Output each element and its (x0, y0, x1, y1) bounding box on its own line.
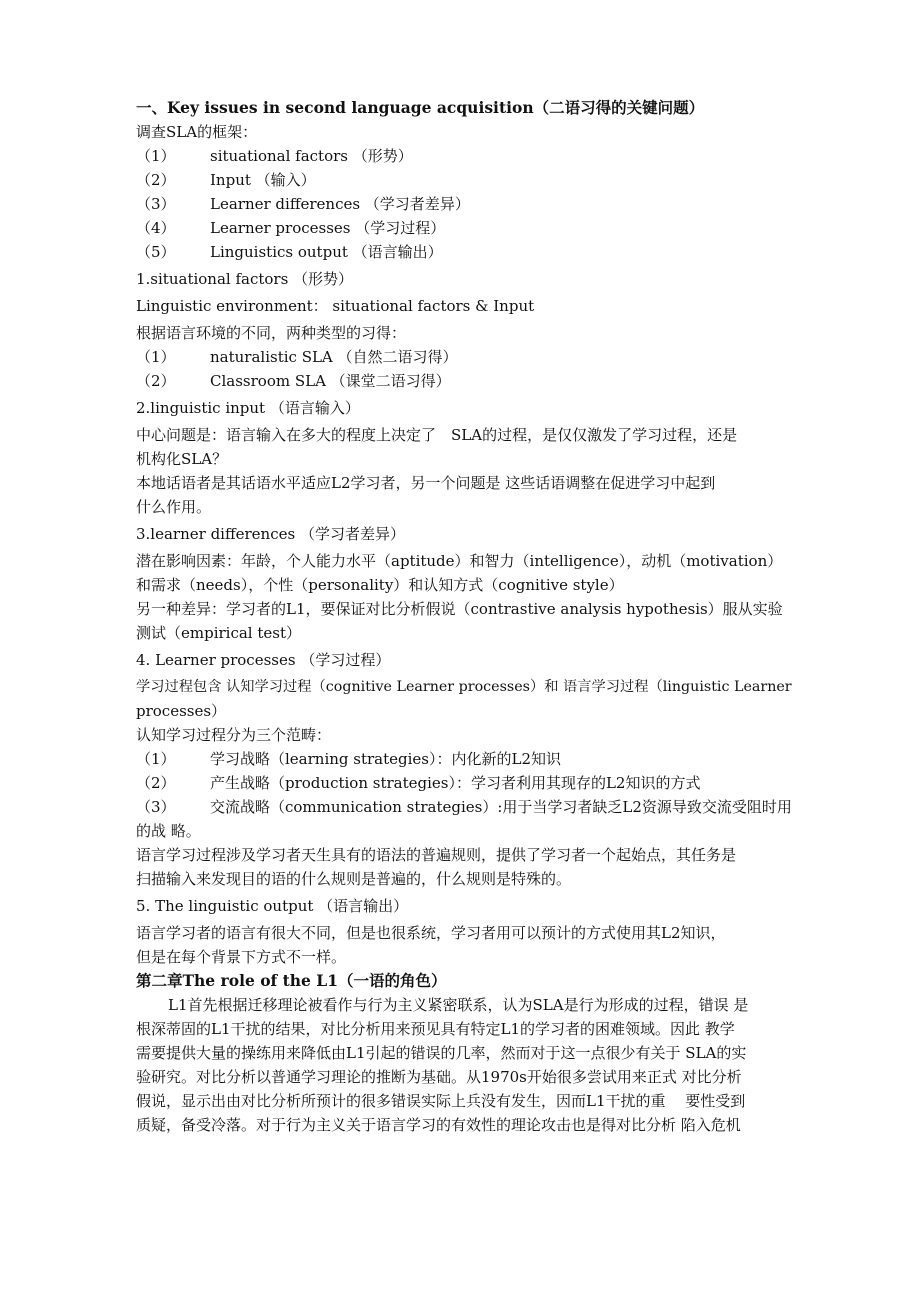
paragraph-line: 另一种差异：学习者的L1，要保证对比分析假说（contrastive analysis hypothesis）服从实验 (136, 600, 783, 618)
section-title-learner-processes: 4. Learner processes （学习过程） (136, 651, 391, 669)
list-item (136, 747, 798, 771)
section-title-linguistic-input: 2.linguistic input （语言输入） (136, 399, 360, 417)
item-text: naturalistic SLA （自然二语习得） (210, 348, 458, 366)
framework-intro: 调查SLA的框架： (136, 123, 258, 141)
paragraph-line: L1首先根据迁移理论被看作与行为主义紧密联系，认为SLA是行为形成的过程，错误 是 (168, 996, 749, 1014)
paragraph-line: 验研究。对比分析以普通学习理论的推断为基础。从1970s开始很多尝试用来正式 对比分析 (136, 1068, 742, 1086)
paragraph-line: 本地话语者是其话语水平适应L2学习者，另一个问题是 这些话语调整在促进学习中起到 (136, 474, 716, 492)
paragraph-line: processes） (136, 702, 227, 720)
item-number: （4） (136, 219, 176, 237)
item-text: 产生战略（production strategies）：学习者利用其现存的L2知识的方式 (210, 774, 701, 792)
section-title-situational-factors: 1.situational factors （形势） (136, 270, 354, 288)
paragraph-line: 语言学习者的语言有很大不同，但是也很系统，学习者用可以预计的方式使用其L2知识， (136, 924, 726, 942)
item-text: Linguistics output （语言输出） (210, 243, 443, 261)
chapter-title-role-of-l1: 第二章The role of the L1（一语的角色） (136, 971, 447, 990)
item-text: Input （输入） (210, 171, 316, 189)
item-text: Classroom SLA （课堂二语习得） (210, 372, 451, 390)
paragraph-line: 假说，显示出由对比分析所预计的很多错误实际上兵没有发生，因而L1干扰的重 要性受到 (136, 1092, 746, 1110)
paragraph-line: 机构化SLA？ (136, 450, 228, 468)
paragraph-line: 根据语言环境的不同，两种类型的习得： (136, 324, 407, 342)
list-item (136, 795, 798, 819)
paragraph-line: 测试（empirical test） (136, 624, 302, 642)
framework-item (136, 216, 798, 240)
item-number: （1） (136, 348, 176, 366)
paragraph-line: 需要提供大量的操练用来降低由L1引起的错误的几率，然而对于这一点很少有关于 SLA的实 (136, 1044, 747, 1062)
item-number: （1） (136, 750, 176, 768)
section-title-linguistic-output: 5. The linguistic output （语言输出） (136, 897, 409, 915)
item-text: Learner processes （学习过程） (210, 219, 446, 237)
framework-item (136, 240, 798, 264)
item-number: （3） (136, 798, 176, 816)
list-item (136, 369, 798, 393)
item-number: （5） (136, 243, 176, 261)
framework-item (136, 144, 798, 168)
paragraph-line: Linguistic environment： situational factors & Input (136, 297, 535, 315)
item-number: （1） (136, 147, 176, 165)
item-number: （2） (136, 171, 176, 189)
framework-item (136, 192, 798, 216)
list-item (136, 771, 798, 795)
list-item-continuation: 的战 略。 (136, 822, 201, 840)
framework-item (136, 168, 798, 192)
paragraph-line: 扫描输入来发现目的语的什么规则是普遍的，什么规则是特殊的。 (136, 870, 572, 888)
document-page (136, 96, 798, 1137)
paragraph-line: 什么作用。 (136, 498, 212, 516)
section-heading-key-issues: 一、Key issues in second language acquisition（二语习得的关键问题） (136, 98, 705, 117)
item-number: （2） (136, 372, 176, 390)
item-text: situational factors （形势） (210, 147, 413, 165)
paragraph-line: 根深蒂固的L1干扰的结果，对比分析用来预见具有特定L1的学习者的困难领域。因此 教学 (136, 1020, 735, 1038)
item-number: （3） (136, 195, 176, 213)
item-text: Learner differences （学习者差异） (210, 195, 470, 213)
paragraph-line: 但是在每个背景下方式不一样。 (136, 948, 347, 966)
paragraph-line: 认知学习过程分为三个范畴： (136, 726, 332, 744)
section-title-learner-differences: 3.learner differences （学习者差异） (136, 525, 405, 543)
paragraph-line: 潜在影响因素：年龄，个人能力水平（aptitude）和智力（intelligence），动机（motivation） (136, 552, 783, 570)
item-text: 交流战略（communication strategies）:用于当学习者缺乏L2资源导致交流受阻时用 (210, 798, 792, 816)
list-item (136, 345, 798, 369)
item-text: 学习战略（learning strategies）：内化新的L2知识 (210, 750, 561, 768)
paragraph-line: 和需求（needs），个性（personality）和认知方式（cognitive style） (136, 576, 624, 594)
paragraph-line: 质疑，备受冷落。对于行为主义关于语言学习的有效性的理论攻击也是得对比分析 陷入危机 (136, 1116, 741, 1134)
paragraph-line: 语言学习过程涉及学习者天生具有的语法的普遍规则，提供了学习者一个起始点，其任务是 (136, 846, 737, 864)
paragraph-line: 中心问题是：语言输入在多大的程度上决定了 SLA的过程，是仅仅激发了学习过程，还是 (136, 426, 738, 444)
paragraph-line: 学习过程包含 认知学习过程（cognitive Learner processes）和 语言学习过程（linguistic Learner (136, 679, 792, 695)
item-number: （2） (136, 774, 176, 792)
framework-list (136, 144, 798, 264)
